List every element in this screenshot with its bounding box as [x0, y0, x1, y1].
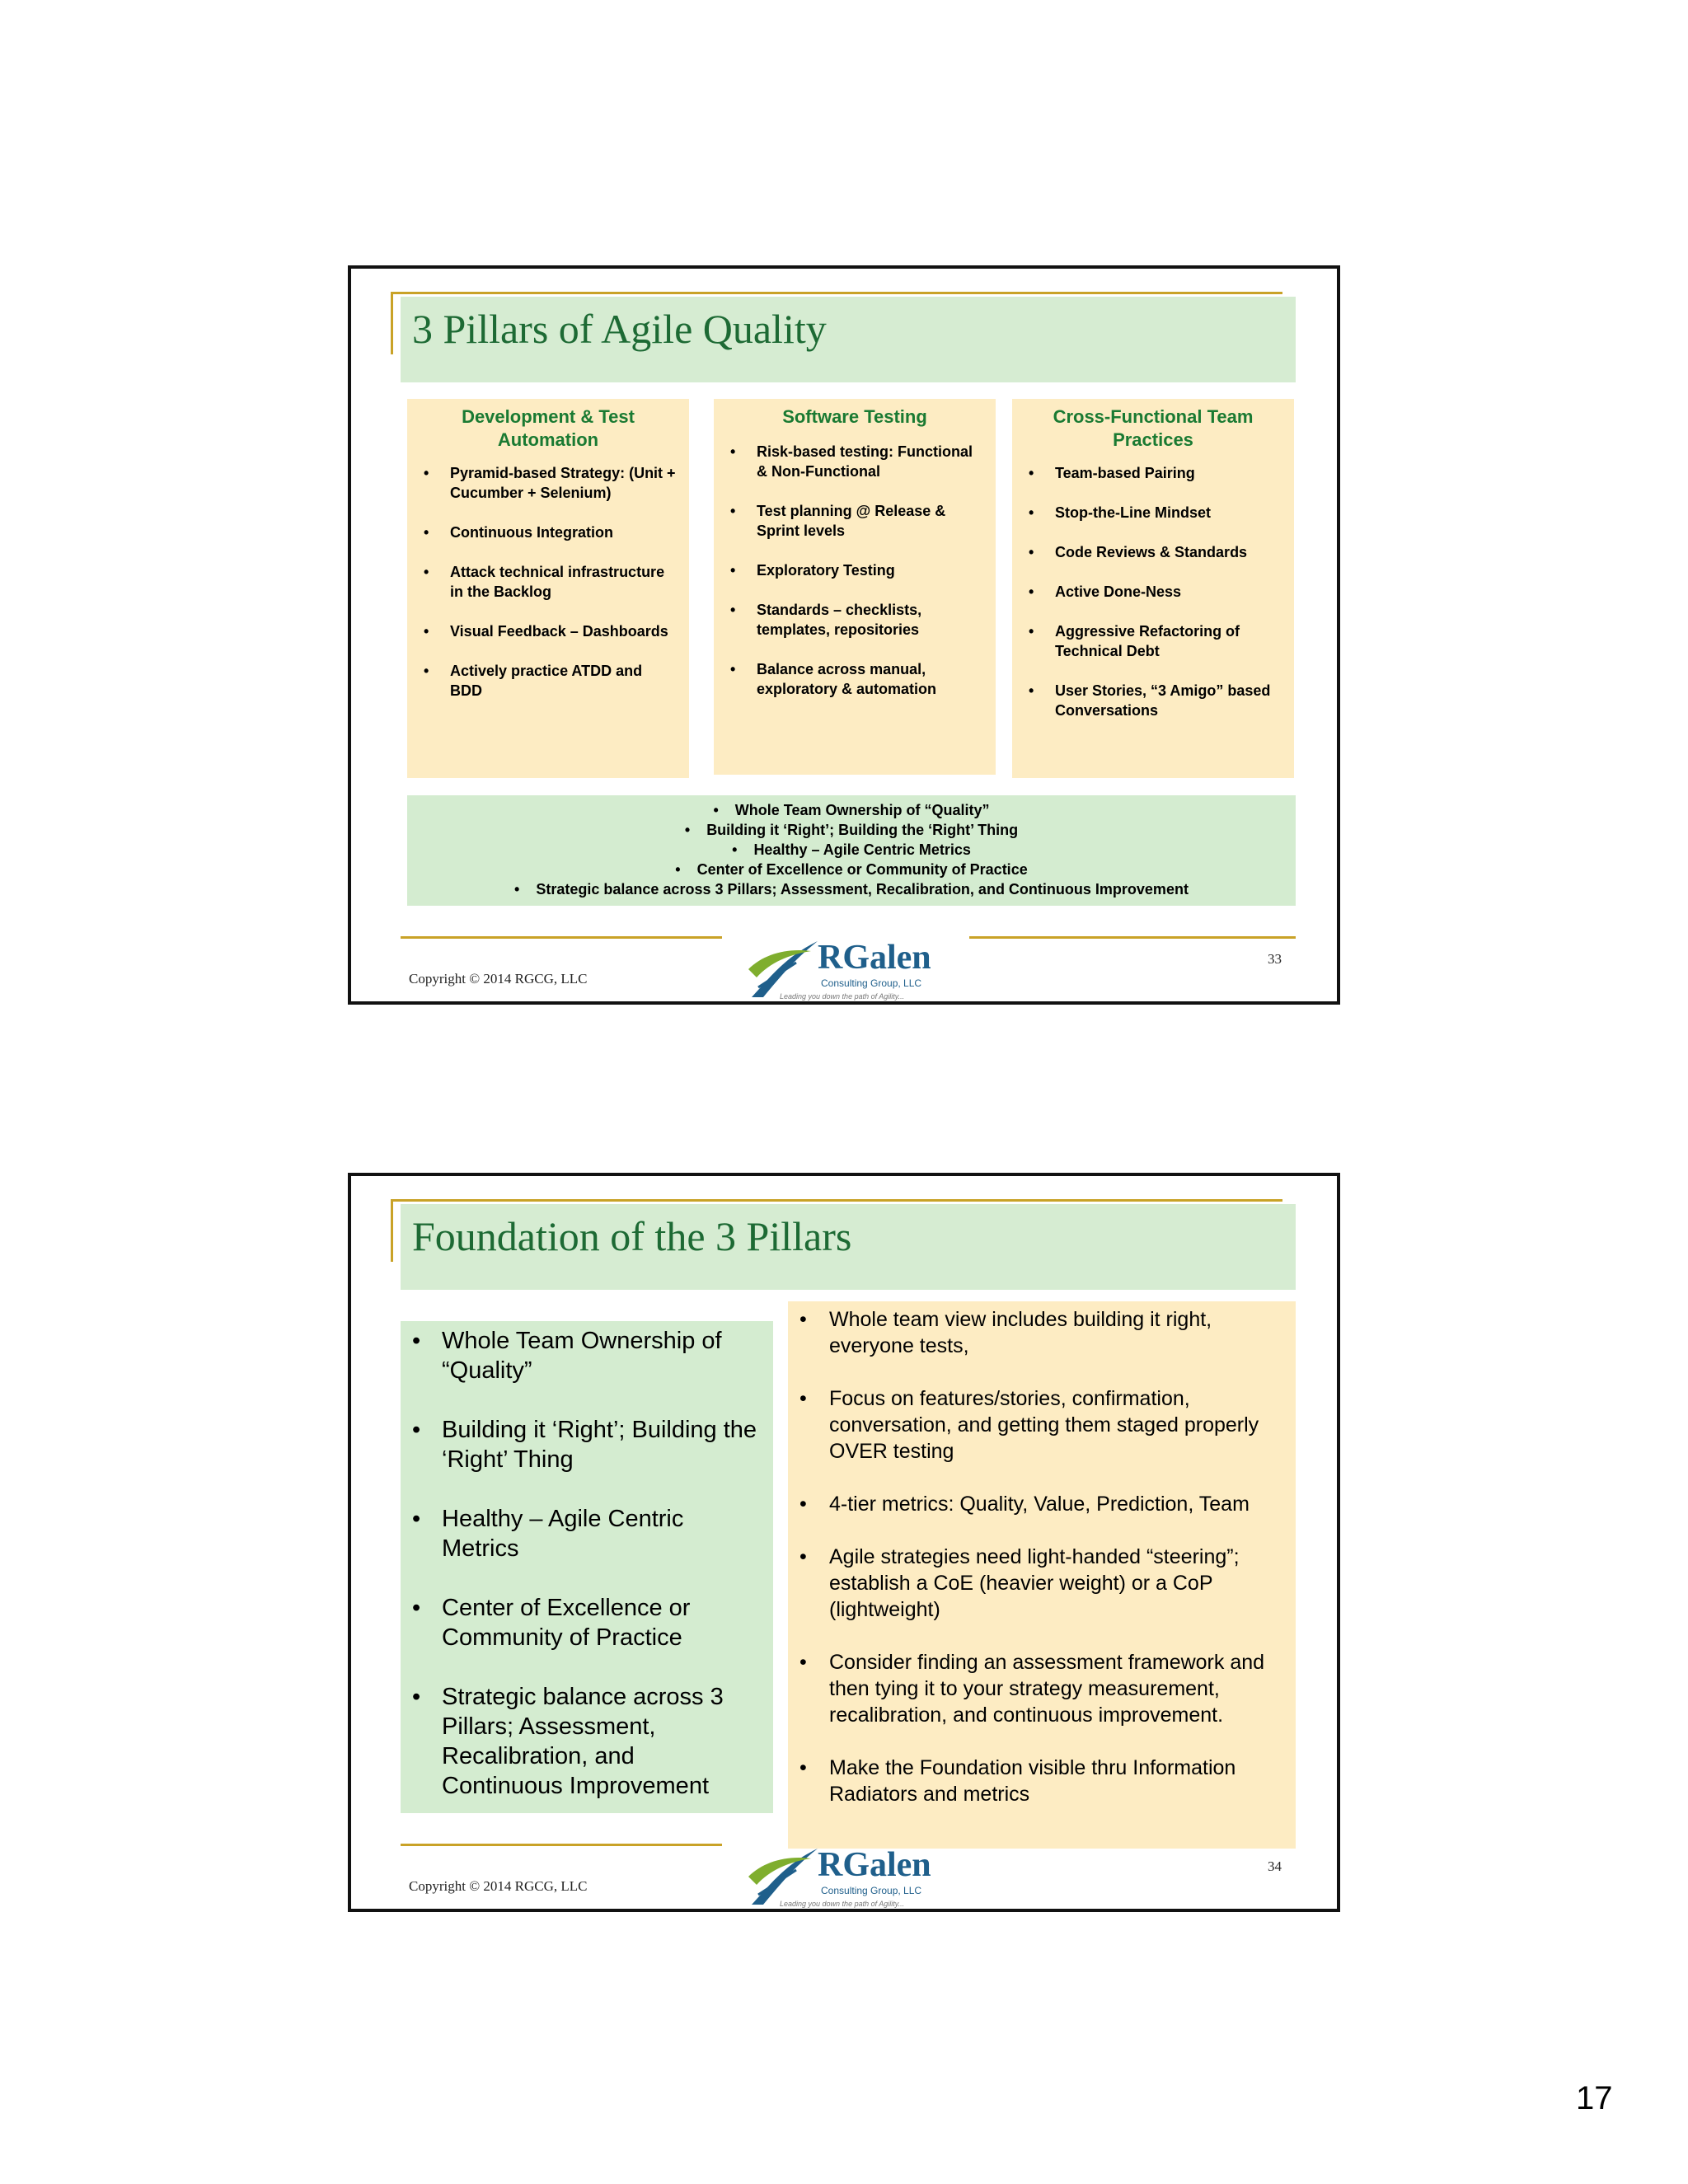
- title-band: [401, 1204, 1296, 1290]
- gold-rule-footer-left: [401, 1844, 722, 1846]
- foundation-item: • Healthy – Agile Centric Metrics: [732, 841, 971, 858]
- foundation-item: • Building it ‘Right’; Building the ‘Right’ Thing: [684, 822, 1019, 838]
- slide-34: [348, 1173, 1340, 1912]
- list-item: • Strategic balance across 3 Pillars; Assessment, Recalibration, and Continuous Improvement: [412, 1682, 762, 1801]
- list-item: • Stop-the-Line Mindset: [1025, 503, 1281, 523]
- copyright: Copyright © 2014 RGCG, LLC: [409, 971, 588, 987]
- logo-tagline: Leading you down the path of Agility...: [780, 1900, 905, 1908]
- list-item: • Code Reviews & Standards: [1025, 542, 1281, 562]
- list-item: • Agile strategies need light-handed “steering”; establish a CoE (heavier weight) or a CoP (lightweight): [796, 1544, 1287, 1623]
- pillar-development: [407, 399, 689, 778]
- list-item: • Center of Excellence or Community of Practice: [412, 1593, 762, 1652]
- list-item: • Focus on features/stories, confirmation, conversation, and getting them staged properly OVER testing: [796, 1385, 1287, 1465]
- list-item: • Balance across manual, exploratory & automation: [727, 659, 982, 699]
- list-item: • Whole team view includes building it right, everyone tests,: [796, 1306, 1287, 1359]
- list-item: • Exploratory Testing: [727, 560, 982, 580]
- list-item: • Test planning @ Release & Sprint levels: [727, 501, 982, 541]
- list-item: • Whole Team Ownership of “Quality”: [412, 1326, 762, 1385]
- list-item: • Team-based Pairing: [1025, 463, 1281, 483]
- slide-number: 34: [1268, 1858, 1282, 1874]
- list-item: • Risk-based testing: Functional & Non-Functional: [727, 442, 982, 481]
- foundation-detail-box: [788, 1301, 1296, 1849]
- gold-rule-footer-left: [401, 936, 722, 939]
- pillar-team: [1012, 399, 1294, 778]
- pillar-heading: Cross-Functional Team Practices: [1053, 406, 1254, 450]
- gold-rule-top: [391, 1199, 1282, 1202]
- slide-33: [348, 265, 1340, 1005]
- slide-number: 33: [1268, 951, 1282, 967]
- gold-rule-left: [391, 292, 393, 354]
- gold-rule-top: [391, 292, 1282, 294]
- list-item: • Aggressive Refactoring of Technical Debt: [1025, 621, 1281, 661]
- list-item: • Pyramid-based Strategy: (Unit + Cucumber + Selenium): [420, 463, 676, 503]
- list-item: • Visual Feedback – Dashboards: [420, 621, 676, 641]
- swoosh-icon: [747, 938, 821, 1001]
- list-item: • Healthy – Agile Centric Metrics: [412, 1504, 762, 1563]
- list-item: • Standards – checklists, templates, repositories: [727, 600, 982, 640]
- foundation-list-box: [401, 1321, 773, 1813]
- logo-tagline: Leading you down the path of Agility...: [780, 992, 905, 1001]
- foundation-item: • Whole Team Ownership of “Quality”: [713, 802, 990, 818]
- list-item: • Attack technical infrastructure in the Backlog: [420, 562, 676, 602]
- list-item: • Active Done-Ness: [1025, 582, 1281, 602]
- page-number: 17: [1576, 2080, 1613, 2116]
- list-item: • 4-tier metrics: Quality, Value, Prediction, Team: [796, 1491, 1287, 1517]
- slide-title: Foundation of the 3 Pillars: [412, 1213, 852, 1259]
- pillar-heading: Software Testing: [782, 406, 927, 427]
- list-item: • Make the Foundation visible thru Information Radiators and metrics: [796, 1755, 1287, 1807]
- pillar-testing: [714, 399, 996, 775]
- list-item: • Consider finding an assessment framework and then tying it to your strategy measurement, recalibration, and continuous improvement.: [796, 1649, 1287, 1728]
- logo-subtitle: Consulting Group, LLC: [821, 977, 922, 989]
- rgalen-logo: [747, 1845, 945, 1915]
- foundation-item: • Strategic balance across 3 Pillars; Assessment, Recalibration, and Continuous Improvement: [514, 881, 1189, 898]
- list-item: • Building it ‘Right’; Building the ‘Right’ Thing: [412, 1415, 762, 1474]
- pillar-heading: Development & Test Automation: [462, 406, 635, 450]
- swoosh-icon: [747, 1845, 821, 1908]
- rgalen-logo: [747, 938, 945, 1007]
- gold-rule-footer-right: [969, 936, 1296, 939]
- logo-subtitle: Consulting Group, LLC: [821, 1885, 922, 1896]
- logo-name: RGalen: [818, 939, 931, 977]
- foundation-band: [407, 795, 1296, 906]
- list-item: • Actively practice ATDD and BDD: [420, 661, 676, 701]
- foundation-item: • Center of Excellence or Community of Practice: [675, 861, 1028, 878]
- copyright: Copyright © 2014 RGCG, LLC: [409, 1878, 588, 1894]
- logo-name: RGalen: [818, 1846, 931, 1884]
- slide-title: 3 Pillars of Agile Quality: [412, 306, 827, 352]
- list-item: • Continuous Integration: [420, 523, 676, 542]
- list-item: • User Stories, “3 Amigo” based Conversations: [1025, 681, 1281, 720]
- gold-rule-left: [391, 1199, 393, 1262]
- title-band: [401, 297, 1296, 382]
